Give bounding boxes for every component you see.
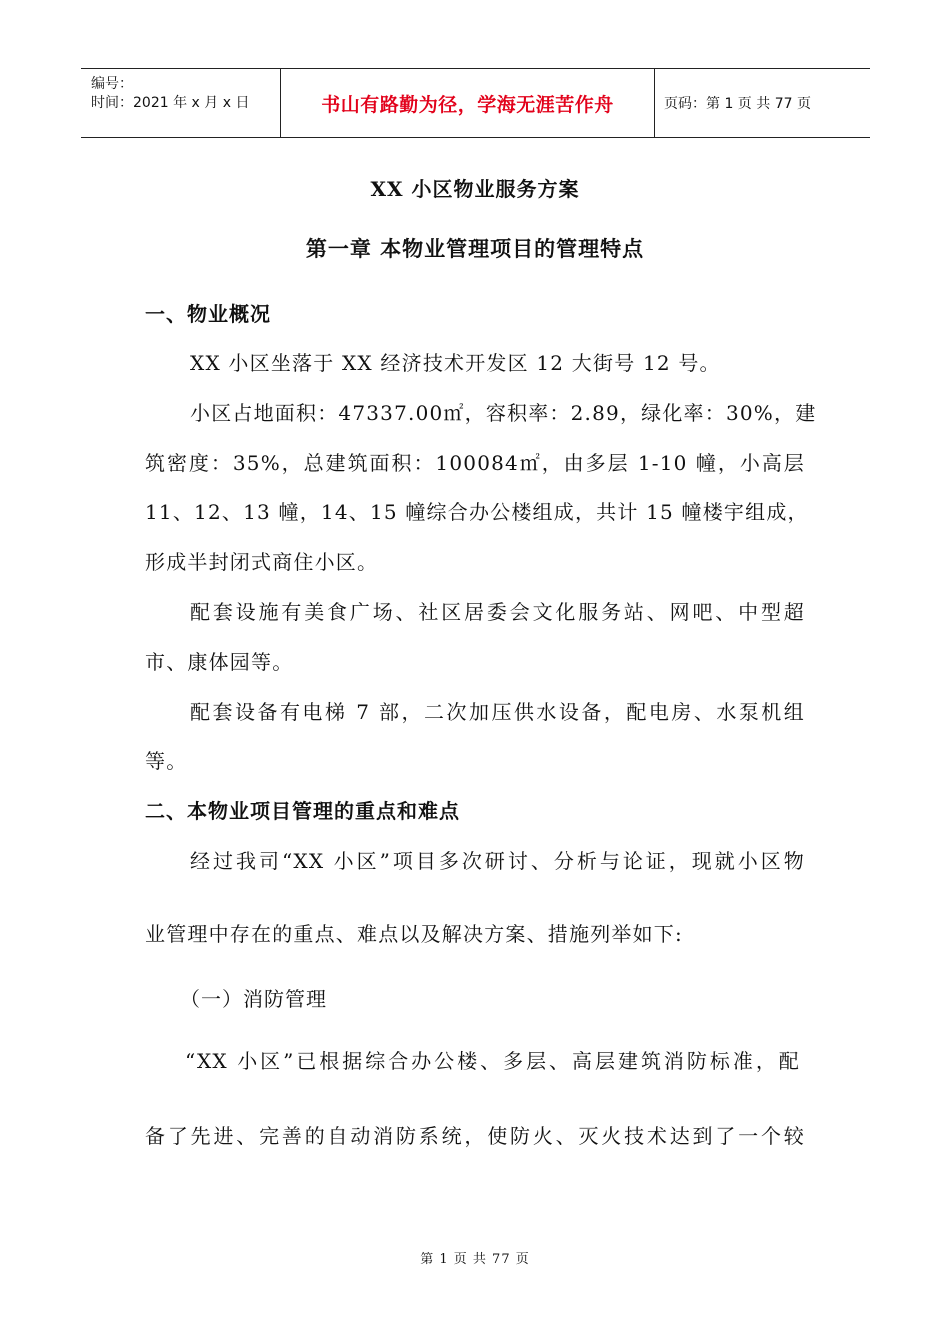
- page-footer: 第 1 页 共 77 页: [420, 1252, 530, 1267]
- page-header: [81, 68, 870, 138]
- chapter-heading: 第一章 本物业管理项目的管理特点: [305, 236, 645, 261]
- paragraph-line: XX 小区坐落于 XX 经济技术开发区 12 大街号 12 号。: [190, 351, 721, 375]
- paragraph-line: 业管理中存在的重点、难点以及解决方案、措施列举如下:: [145, 922, 683, 946]
- paragraph-line: 等。: [145, 749, 188, 773]
- paragraph-line: 备了先进、完善的自动消防系统，使防火、灭火技术达到了一个较: [145, 1124, 805, 1148]
- subsection-heading-fire: （一）消防管理: [180, 987, 327, 1011]
- section-heading-overview: 一、物业概况: [145, 302, 271, 326]
- paragraph-line: “XX 小区”已根据综合办公楼、多层、高层建筑消防标准，配: [185, 1049, 800, 1073]
- document-title: XX 小区物业服务方案: [370, 177, 580, 201]
- paragraph-line: 11、12、13 幢，14、15 幢综合办公楼组成，共计 15 幢楼宇组成，: [145, 500, 809, 524]
- paragraph-line: 小区占地面积：47337.00㎡，容积率：2.89，绿化率：30%，建: [190, 401, 817, 425]
- paragraph-line: 市、康体园等。: [145, 650, 294, 674]
- paragraph-line: 经过我司“XX 小区”项目多次研讨、分析与论证，现就小区物: [190, 849, 805, 873]
- header-page-info: 页码：第 1 页 共 77 页: [664, 96, 811, 112]
- number-label: 编号：: [91, 76, 133, 92]
- header-motto: 书山有路勤为径，学海无涯苦作舟: [321, 93, 614, 116]
- header-motto-cell: [280, 69, 655, 137]
- paragraph-line: 配套设施有美食广场、社区居委会文化服务站、网吧、中型超: [190, 600, 805, 624]
- header-meta: [81, 69, 280, 137]
- paragraph-line: 筑密度：35%，总建筑面积：100084㎡，由多层 1-10 幢，小高层: [145, 451, 805, 475]
- paragraph-line: 配套设备有电梯 7 部，二次加压供水设备，配电房、水泵机组: [190, 700, 805, 724]
- section-heading-key-points: 二、本物业项目管理的重点和难点: [145, 799, 460, 823]
- time-label: 时间：2021 年 x 月 x 日: [91, 95, 250, 111]
- paragraph-line: 形成半封闭式商住小区。: [145, 550, 379, 574]
